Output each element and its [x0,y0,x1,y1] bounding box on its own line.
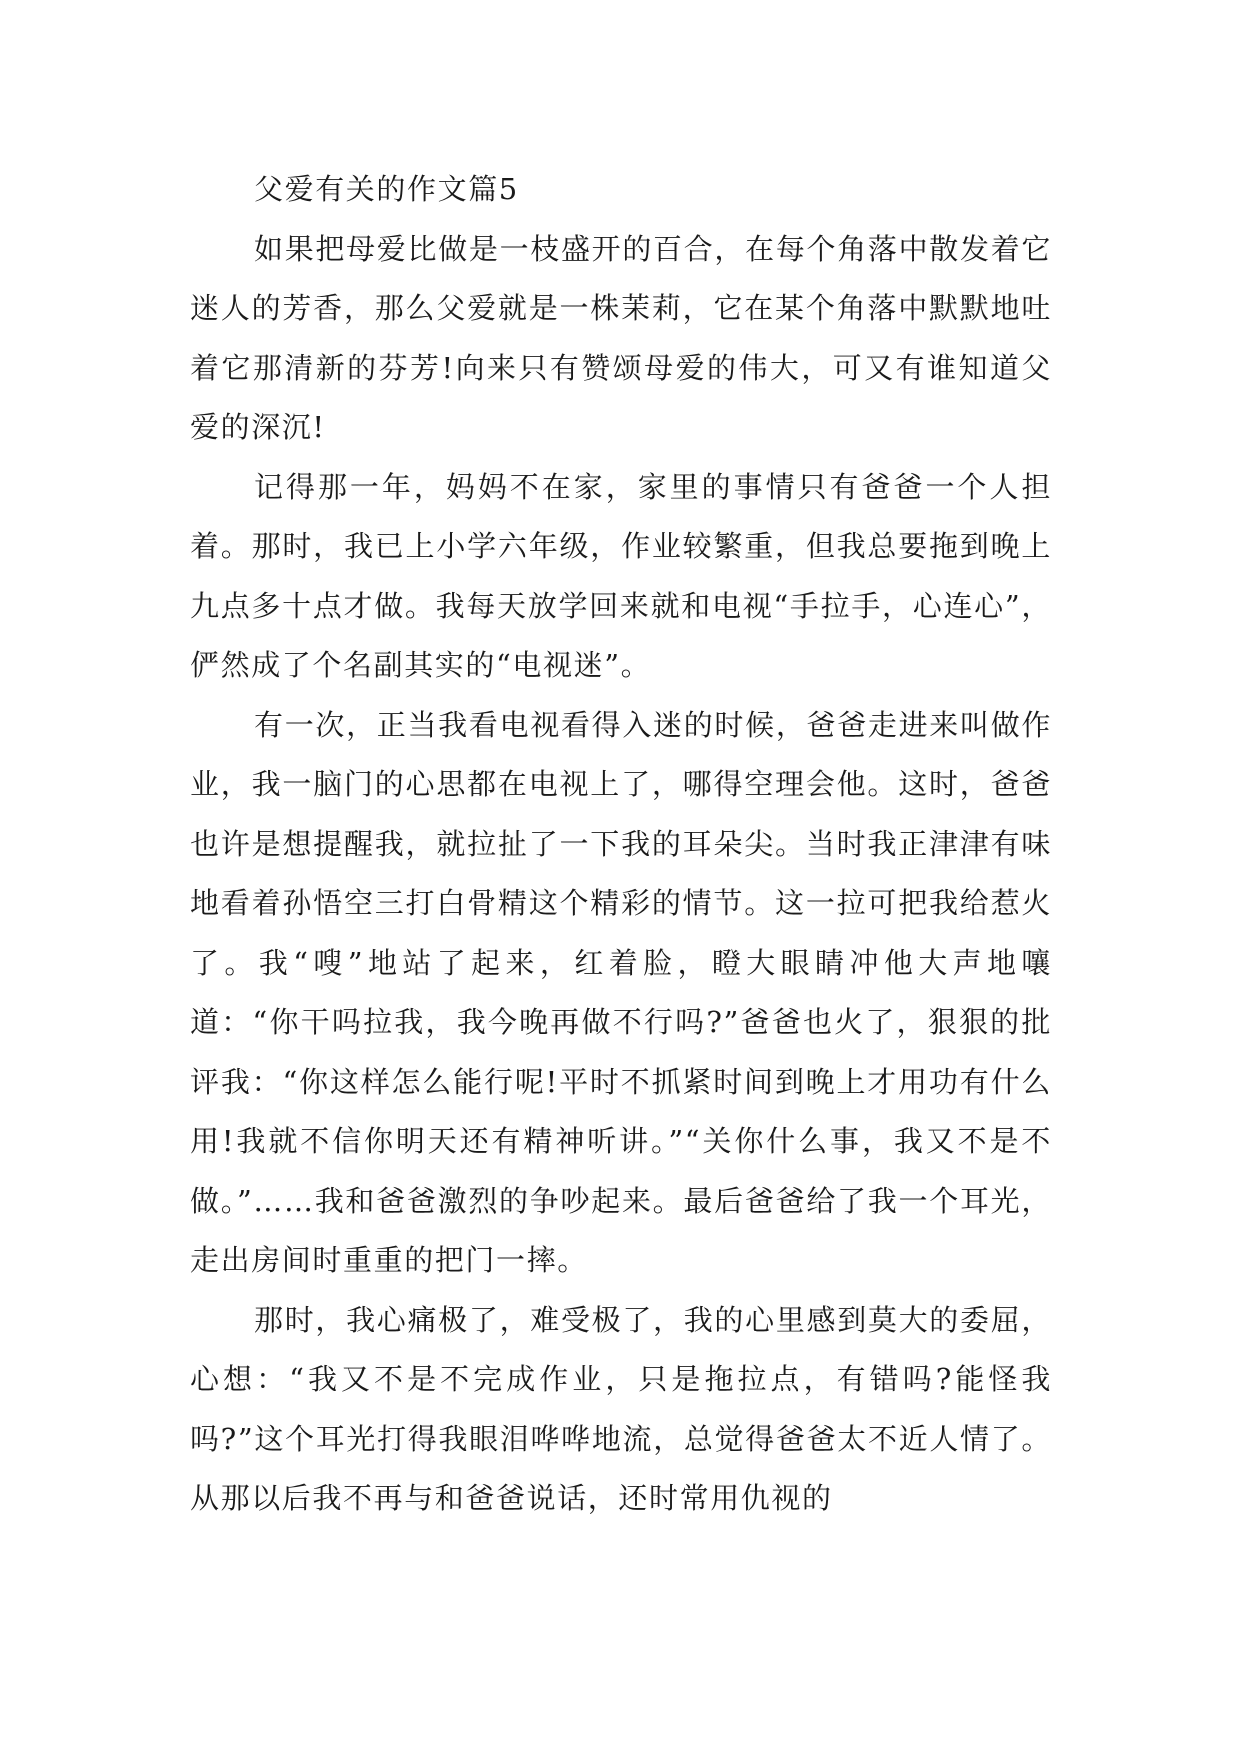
paragraph-1: 如果把母爱比做是一枝盛开的百合，在每个角落中散发着它迷人的芳香，那么父爱就是一株茉莉，它在某个角落中默默地吐着它那清新的芬芳!向来只有赞颂母爱的伟大，可又有谁知道父爱的深沉! [190,231,1052,444]
paragraph-4: 那时，我心痛极了，难受极了，我的心里感到莫大的委屈，心想：“我又不是不完成作业，只是拖拉点，有错吗?能怪我吗?”这个耳光打得我眼泪哗哗地流，总觉得爸爸太不近人情了。从那以后我不再与和爸爸说话，还时常用仇视的 [190,1302,1052,1515]
document-body [190,160,1052,1529]
essay-title: 父爱有关的作文篇5 [254,172,519,206]
paragraph-2: 记得那一年，妈妈不在家，家里的事情只有爸爸一个人担着。那时，我已上小学六年级，作业较繁重，但我总要拖到晚上九点多十点才做。我每天放学回来就和电视“手拉手，心连心”，俨然成了个名副其实的“电视迷”。 [190,469,1052,682]
paragraph-3: 有一次，正当我看电视看得入迷的时候，爸爸走进来叫做作业，我一脑门的心思都在电视上了，哪得空理会他。这时，爸爸也许是想提醒我，就拉扯了一下我的耳朵尖。当时我正津津有味地看着孙悟空三打白骨精这个精彩的情节。这一拉可把我给惹火了。我“嗖”地站了起来，红着脸，瞪大眼睛冲他大声地嚷道：“你干吗拉我，我今晚再做不行吗?”爸爸也火了，狠狠的批评我：“你这样怎么能行呢!平时不抓紧时间到晚上才用功有什么用!我就不信你明天还有精神听讲。”“关你什么事，我又不是不做。”……我和爸爸激烈的争吵起来。最后爸爸给了我一个耳光，走出房间时重重的把门一摔。 [190,707,1052,1277]
